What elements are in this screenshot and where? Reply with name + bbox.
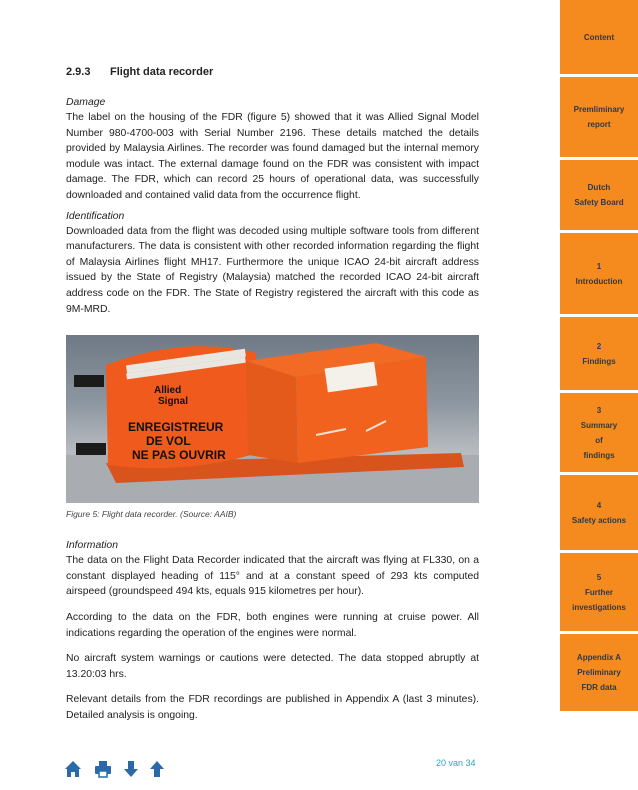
sidebar-tab-appendix-a[interactable] (560, 634, 638, 714)
tab-label: of (595, 435, 603, 445)
label-line-2: DE VOL (146, 434, 191, 449)
tab-label: Safety Board (574, 198, 624, 207)
tab-label: Summary (580, 420, 618, 430)
tab-label: Further (585, 587, 613, 597)
damage-paragraph: The label on the housing of the FDR (figure 5) showed that it was Allied Signal Model Number 980-4700-003 with Serial Number 2196. These details matched the details provided by Malaysia Airlines. The recorder was found damaged but the internal memory module was intact. The external damage found on the FDR was consistent with impact damage. The FDR, which can record 25 hours of operational data, was successfully downloaded and contained valid data from the occurrence flight. (66, 112, 479, 201)
sidebar-tab-further-investigations[interactable] (560, 553, 638, 634)
arrow-down-icon[interactable] (124, 760, 138, 783)
print-icon[interactable] (94, 760, 112, 783)
tab-label: report (587, 120, 611, 129)
tab-label: 1 (596, 261, 602, 271)
information-paragraph-4: Relevant details from the FDR recordings are published in Appendix A (last 3 minutes). Detailed analysis is ongoing. (66, 694, 479, 721)
tab-label: Preliminary (577, 668, 621, 677)
sidebar-tab-summary-of-findings[interactable] (560, 393, 638, 475)
tab-label: findings (583, 450, 615, 460)
fdr-illustration (66, 335, 479, 503)
label-line-1: ENREGISTREUR (128, 420, 224, 435)
mount-tab-left-top (74, 375, 104, 387)
sidebar (560, 0, 638, 790)
identification-paragraph: Downloaded data from the flight was decoded using multiple software tools from different manufacturers. The data is consistent with other recorded information regarding the flight of Malaysia Airlines flight MH17. Furthermore the unique ICAO 24-bit aircraft address issued by the State of Registry (Malaysia) matched the recorded ICAO 24-bit aircraft address code on the FDR. The State of Registry registered the aircraft with this code as 9M-MRD. (66, 225, 479, 315)
damage-heading: Damage (66, 97, 106, 108)
tab-label: investigations (572, 602, 626, 612)
information-heading: Information (66, 540, 118, 552)
arrow-up-icon[interactable] (150, 760, 164, 783)
information-paragraph-1: The data on the Flight Data Recorder indicated that the aircraft was flying at FL330, on a constant displayed heading of 115° and at a constant speed of 293 kts computed airspeed (groundspeed 494 kts, equals 915 kilometres per hour). (66, 555, 479, 598)
tab-label: 5 (596, 572, 602, 582)
sidebar-tab-content[interactable] (560, 0, 638, 77)
main-content (66, 66, 479, 729)
chassis-front (246, 361, 298, 463)
tab-label: Safety actions (571, 515, 627, 525)
brand-text-1: Allied (154, 385, 182, 397)
information-paragraph-3: No aircraft system warnings or cautions were detected. The data stopped abruptly at 13.20:03 hrs. (66, 653, 479, 680)
fdr-photo (66, 335, 479, 503)
tab-label: Dutch (587, 183, 611, 192)
label-line-3: NE PAS OUVRIR (132, 448, 226, 463)
tab-label: Content (583, 32, 615, 42)
section-number: 2.9.3 (66, 66, 91, 78)
home-icon[interactable] (64, 760, 82, 783)
tab-label: Appendix A (576, 653, 622, 662)
nav-icon-bar (64, 760, 164, 783)
identification-heading: Identification (66, 210, 125, 222)
mount-tab-left-bottom (76, 443, 106, 455)
page-number: 20 van 34 (436, 758, 476, 768)
tab-label: Findings (582, 356, 616, 366)
sidebar-tab-safety-actions[interactable] (560, 475, 638, 553)
sidebar-tab-dutch-safety-board[interactable] (560, 160, 638, 233)
tab-label: 3 (596, 405, 602, 415)
section-heading (66, 66, 479, 78)
sidebar-tab-introduction[interactable] (560, 233, 638, 317)
sidebar-tab-findings[interactable] (560, 317, 638, 393)
brand-text-2: Signal (158, 396, 189, 408)
tab-label: 2 (596, 341, 602, 351)
tab-label: Introduction (575, 276, 623, 286)
tab-label: 4 (596, 500, 602, 510)
sidebar-tab-preliminary-report[interactable] (560, 77, 638, 160)
information-paragraph-2: According to the data on the FDR, both engines were running at cruise power. All indications regarding the operation of the engines were normal. (66, 611, 479, 639)
figure-caption: Figure 5: Flight data recorder. (Source: AAIB) (66, 509, 237, 520)
tab-label: Premliminary (573, 105, 625, 114)
section-title: Flight data recorder (110, 66, 214, 78)
tab-label: FDR data (581, 683, 617, 692)
